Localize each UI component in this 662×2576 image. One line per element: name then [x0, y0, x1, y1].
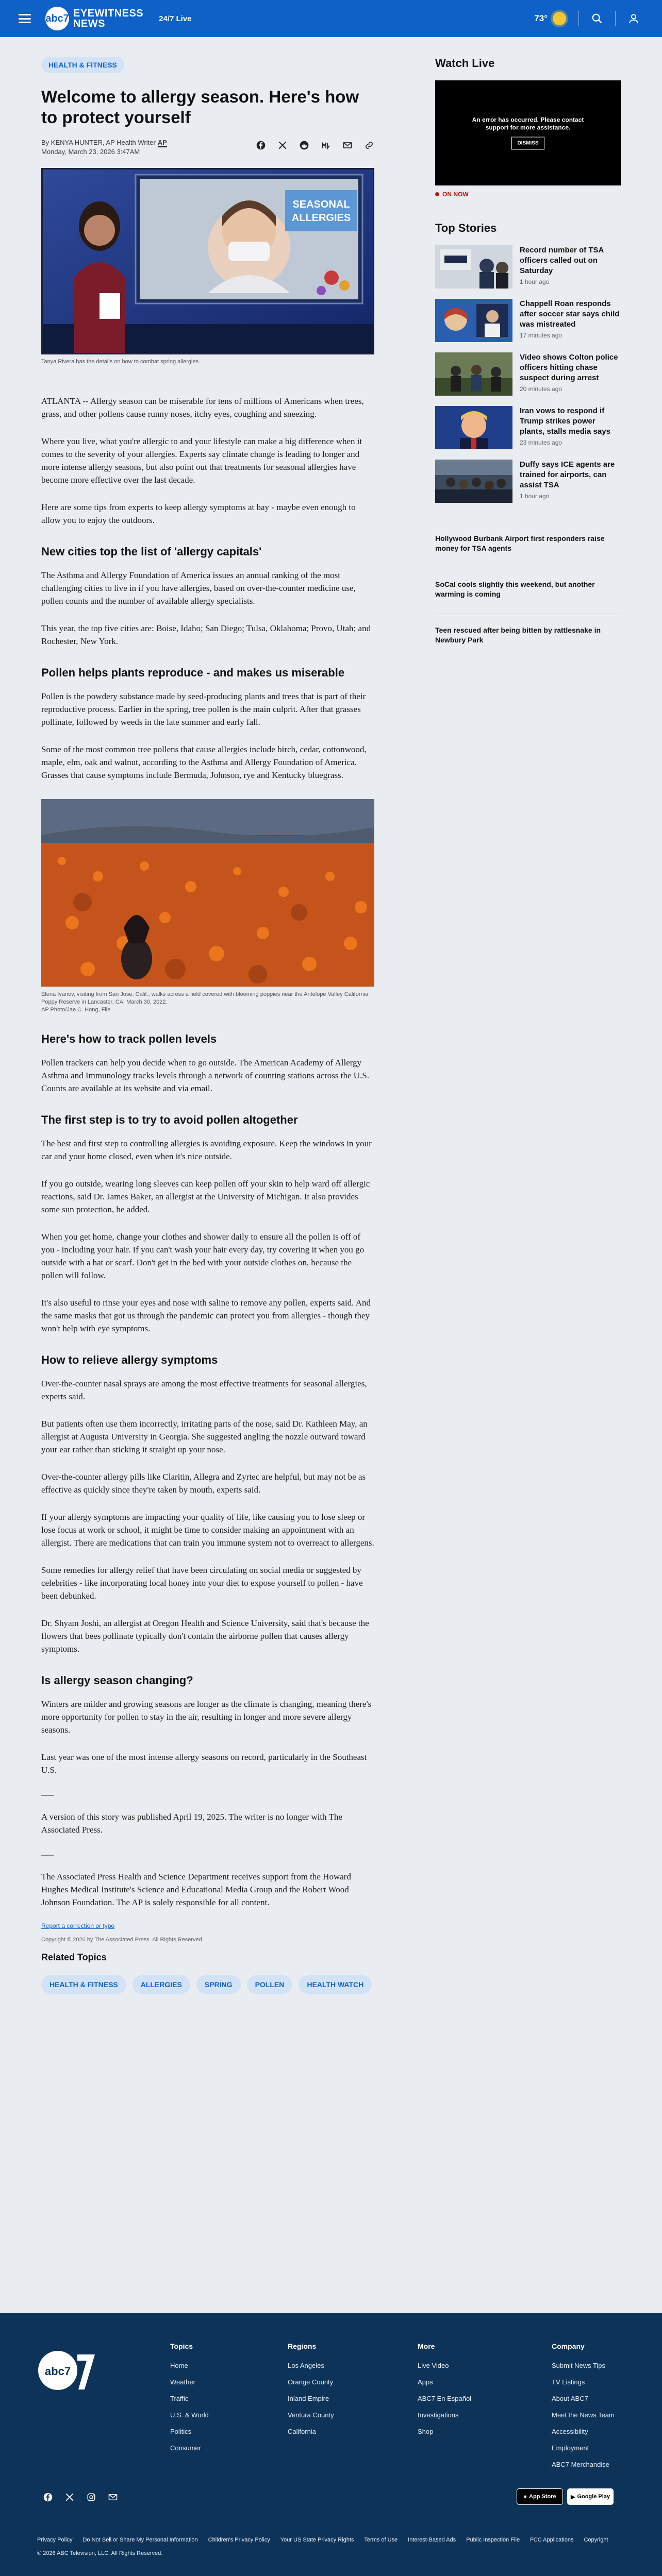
footer-link[interactable]: Meet the News Team: [552, 2411, 615, 2419]
footer-link[interactable]: Consumer: [170, 2444, 201, 2452]
video-error-text: An error has occurred. Please contact support for more assistance.: [472, 116, 584, 131]
live-247-link[interactable]: 24/7 Live: [159, 14, 192, 23]
email-icon[interactable]: [342, 140, 353, 150]
top-story-item[interactable]: [435, 406, 621, 449]
site-header: [0, 0, 662, 37]
divider: [41, 1795, 54, 1796]
story-time: 20 minutes ago: [520, 385, 562, 393]
header-divider: [615, 11, 616, 26]
footer-link[interactable]: Apps: [418, 2378, 433, 2386]
category-tag[interactable]: HEALTH & FITNESS: [41, 57, 124, 73]
header-divider: [578, 11, 579, 26]
paragraph: A version of this story was published April 19, 2025. The writer is no longer with The Associated Press.: [41, 1812, 342, 1835]
play-icon: ▶: [570, 2494, 575, 2500]
legal-link[interactable]: Children's Privacy Policy: [208, 2537, 270, 2543]
temperature: 73°: [534, 13, 548, 23]
related-topics: [41, 1975, 374, 1994]
legal-links: [37, 2537, 608, 2543]
paragraph: Last year was one of the most intense allergy seasons on record, particularly in the Southeast U.S.: [41, 1752, 367, 1775]
facebook-icon[interactable]: [256, 140, 266, 150]
story-thumbnail: [435, 460, 512, 503]
section-heading: Is allergy season changing?: [41, 1674, 193, 1687]
threads-icon[interactable]: [321, 140, 331, 150]
user-icon[interactable]: [628, 13, 639, 24]
paragraph: Winters are milder and growing seasons are longer as the climate is changing, meaning there's more opportunity for pollen to stay in the air, resulting in longer and more severe allergy seasons.: [41, 1699, 372, 1735]
section-heading: How to relieve allergy symptoms: [41, 1353, 218, 1366]
footer-link[interactable]: Live Video: [418, 2362, 449, 2369]
logo-line-2: NEWS: [73, 18, 105, 29]
text-story-item[interactable]: Teen rescued after being bitten by rattlesnake in Newbury Park: [435, 614, 621, 645]
google-play-button[interactable]: [567, 2488, 614, 2505]
legal-link[interactable]: Copyright: [584, 2537, 608, 2543]
related-tag[interactable]: SPRING: [196, 1975, 241, 1994]
paragraph: ATLANTA -- Allergy season can be miserable for tens of millions of Americans when trees, grass, and other pollens cause runny noses, itchy eyes, coughing and sneezing.: [41, 396, 364, 419]
top-story-item[interactable]: [435, 352, 621, 396]
logo-wordmark: [73, 8, 143, 29]
legal-link[interactable]: Do Not Sell or Share My Personal Information: [82, 2537, 198, 2543]
footer-regions: [288, 2342, 334, 2440]
article-copyright: Copyright © 2026 by The Associated Press. All Rights Reserved.: [41, 1937, 204, 1943]
search-icon[interactable]: [591, 13, 603, 24]
app-store-label: App Store: [529, 2494, 556, 2500]
poppy-photo-credit: AP Photo/Jae C. Hong, File: [41, 1007, 111, 1013]
paragraph: Here are some tips from experts to keep allergy symptoms at bay - maybe even enough to allow you to enjoy the outdoors.: [41, 502, 356, 525]
logo-line-1: EYEWITNESS: [73, 8, 144, 19]
hero-illustration: [43, 170, 373, 353]
footer-heading: Regions: [288, 2342, 317, 2350]
legal-link[interactable]: Interest-Based Ads: [408, 2537, 456, 2543]
footer-copyright: © 2026 ABC Television, LLC. All Rights Reserved.: [37, 2550, 163, 2556]
footer-link[interactable]: Submit News Tips: [552, 2362, 606, 2369]
story-time: 1 hour ago: [520, 493, 550, 500]
story-title: Record number of TSA officers called out on Saturday: [520, 246, 604, 275]
dismiss-button[interactable]: DISMISS: [511, 137, 544, 150]
report-correction-link[interactable]: Report a correction or typo: [41, 1922, 115, 1929]
byline: [41, 138, 167, 157]
related-tag[interactable]: ALLERGIES: [133, 1975, 190, 1994]
footer-link[interactable]: Weather: [170, 2378, 195, 2386]
story-thumbnail: [435, 352, 512, 396]
paragraph: The best and first step to controlling allergies is avoiding exposure. Keep the windows in your car and your home closed, even when it's nice outside.: [41, 1139, 372, 1161]
poppy-field-image[interactable]: [41, 799, 374, 987]
story-text: [520, 406, 621, 449]
footer-link[interactable]: Politics: [170, 2428, 192, 2435]
footer-company: [552, 2342, 615, 2473]
legal-link[interactable]: Terms of Use: [364, 2537, 398, 2543]
footer-link[interactable]: TV Listings: [552, 2378, 585, 2386]
instagram-icon[interactable]: [87, 2493, 96, 2502]
hero-image[interactable]: [41, 168, 374, 354]
abc7-footer-logo[interactable]: [37, 2348, 96, 2393]
byline-row: [41, 138, 374, 157]
related-tag[interactable]: POLLEN: [247, 1975, 293, 1994]
story-text: [520, 245, 621, 289]
story-text: [520, 352, 621, 396]
footer-heading: Company: [552, 2342, 585, 2350]
app-store-button[interactable]: [517, 2488, 563, 2505]
live-video-player[interactable]: [435, 80, 621, 185]
footer-link[interactable]: Accessibility: [552, 2428, 588, 2435]
watch-live-heading: Watch Live: [435, 57, 495, 70]
reddit-icon[interactable]: [299, 140, 309, 150]
legal-link[interactable]: FCC Applications: [530, 2537, 574, 2543]
story-title: Duffy says ICE agents are trained for airports, can assist TSA: [520, 460, 615, 489]
paragraph: When you get home, change your clothes and shower daily to ensure all the pollen is off of you - including your hair. If you can't wash your hair every day, try covering it when you go outside with a hat or scarf. Don't get in the bed with your outside clothes on, because the pollen will follow.: [41, 1232, 365, 1280]
paragraph: Over-the-counter allergy pills like Claritin, Allegra and Zyrtec are helpful, but may not be as effective as quickly since they're taken by mouth, experts said.: [41, 1472, 366, 1495]
paragraph: Some of the most common tree pollens that cause allergies include birch, cedar, cottonwood, maple, elm, oak and walnut, according to the Asthma and Allergy Foundation of America. Grasses that cause symptoms include Bermuda, Johnson, rye and Kentucky bluegrass.: [41, 744, 367, 780]
paragraph: But patients often use them incorrectly, irritating parts of the nose, said Dr. Kathleen May, an allergist at Augusta University in Georgia. She suggested angling the nozzle outward toward your ear rather than sticking it straight up your nose.: [41, 1419, 368, 1454]
share-bar: [256, 140, 374, 150]
story-title: Chappell Roan responds after soccer star says child was mistreated: [520, 299, 620, 329]
paragraph: This year, the top five cities are: Boise, Idaho; San Diego; Tulsa, Oklahoma; Provo, Utah; and Rochester, New York.: [41, 623, 371, 646]
ap-mark: AP: [157, 139, 167, 146]
top-story-item[interactable]: [435, 245, 621, 289]
publish-date: Monday, March 23, 2026 3:47AM: [41, 148, 140, 156]
section-heading: Pollen helps plants reproduce - and makes us miserable: [41, 666, 345, 679]
story-time: 17 minutes ago: [520, 332, 562, 339]
top-stories-heading: Top Stories: [435, 222, 497, 234]
site-logo[interactable]: [45, 7, 143, 30]
footer-link[interactable]: Ventura County: [288, 2411, 334, 2419]
sidebar: [435, 57, 621, 645]
hero-overlay-line-2: ALLERGIES: [291, 212, 351, 224]
hero-caption: Tanya Rivera has the details on how to combat spring allergies.: [41, 359, 201, 365]
story-title: Video shows Colton police officers hitting chase suspect during arrest: [520, 353, 618, 382]
footer-link[interactable]: Traffic: [170, 2395, 189, 2402]
footer-link[interactable]: Inland Empire: [288, 2395, 329, 2402]
article-headline: Welcome to allergy season. Here's how to protect yourself: [41, 87, 359, 127]
footer-link[interactable]: U.S. & World: [170, 2411, 209, 2419]
social-links: [43, 2493, 118, 2502]
paragraph: Where you live, what you're allergic to and your lifestyle can make a big difference when it comes to the severity of your allergies. Experts say climate change is leading to longer and more intense allergy seasons, but also point out that treatments for seasonal allergies have become more effective over the last decade.: [41, 436, 362, 485]
site-footer: [0, 2313, 662, 2576]
x-icon[interactable]: [277, 140, 288, 150]
legal-link[interactable]: Privacy Policy: [37, 2537, 73, 2543]
poppy-caption: [41, 991, 374, 1014]
paragraph: It's also useful to rinse your eyes and nose with saline to remove any pollen, experts said. And the same masks that got us through the pandemic can protect you from allergies - though they won't help with eye symptoms.: [41, 1298, 371, 1333]
story-text: [520, 460, 621, 503]
text-story-item[interactable]: Hollywood Burbank Airport first responders raise money for TSA agents: [435, 534, 605, 552]
paragraph: If your allergy symptoms are impacting your quality of life, like causing you to lose sleep or lose focus at work or school, it might be time to consider making an appointment with an allergist. There are medications that can train you immune system not to overreact to allergens.: [41, 1512, 374, 1548]
footer-topics: [170, 2342, 209, 2456]
x-icon[interactable]: [65, 2493, 74, 2502]
header-right: [534, 11, 639, 26]
poppy-illustration: [41, 799, 374, 987]
related-topics-heading: Related Topics: [41, 1952, 107, 1962]
footer-more: [418, 2342, 471, 2440]
google-play-label: Google Play: [577, 2494, 610, 2500]
top-story-item[interactable]: [435, 299, 621, 342]
weather-widget[interactable]: [534, 12, 566, 25]
facebook-icon[interactable]: [43, 2493, 53, 2502]
article: [41, 57, 374, 1994]
paragraph: The Asthma and Allergy Foundation of America issues an annual ranking of the most challenging cities to live in if you have allergies, based on over-the-counter medicine use, pollen counts and the number of available allergy specialists.: [41, 570, 356, 606]
related-tag[interactable]: HEALTH & FITNESS: [41, 1975, 126, 1994]
abc7-logo-mark: abc7: [45, 7, 69, 30]
section-heading: The first step is to try to avoid pollen altogether: [41, 1113, 298, 1126]
app-store-badges: [517, 2488, 614, 2505]
footer-logo-text: abc7: [44, 2365, 71, 2378]
on-now-badge: [435, 191, 621, 198]
poppy-caption-text: Elena Ivanov, visiting from San Jose, Calif., walks across a field covered with blooming poppies near the Antelope Valley California Poppy Reserve in Lancaster, CA, March 30, 2022.: [41, 991, 369, 1005]
divider: [41, 1855, 54, 1856]
article-body: [41, 395, 374, 1909]
section-heading: Here's how to track pollen levels: [41, 1032, 217, 1045]
text-story-item[interactable]: SoCal cools slightly this weekend, but another warming is coming: [435, 568, 621, 599]
paragraph: Pollen trackers can help you decide when to go outside. The American Academy of Allergy Asthma and Immunology tracks levels through a network of counting stations across the U.S. Counts are available at its website and via email.: [41, 1058, 369, 1093]
hero-overlay-line-1: SEASONAL: [292, 199, 350, 210]
on-now-label: ON NOW: [442, 191, 469, 198]
video-error-message: [471, 116, 585, 150]
related-tag[interactable]: HEALTH WATCH: [299, 1975, 372, 1994]
apple-icon: ●: [523, 2494, 527, 2500]
legal-link[interactable]: Public Inspection File: [466, 2537, 520, 2543]
story-title: Iran vows to respond if Trump strikes power plants, stalls media says: [520, 406, 610, 436]
footer-link[interactable]: California: [288, 2428, 316, 2435]
story-thumbnail: [435, 299, 512, 342]
byline-author: By KENYA HUNTER, AP Health Writer: [41, 139, 156, 146]
footer-link[interactable]: Los Angeles: [288, 2362, 324, 2369]
footer-heading: Topics: [170, 2342, 193, 2350]
paragraph: The Associated Press Health and Science Department receives support from the Howard Hughes Medical Institute's Science and Educational Media Group and the Robert Wood Johnson Foundation. The AP is solely responsible for all content.: [41, 1872, 351, 1907]
footer-link[interactable]: ABC7 Merchandise: [552, 2461, 609, 2468]
menu-icon[interactable]: [19, 14, 31, 23]
story-time: 1 hour ago: [520, 278, 550, 285]
footer-link[interactable]: ABC7 En Español: [418, 2395, 472, 2402]
email-icon[interactable]: [108, 2493, 118, 2502]
top-story-item[interactable]: [435, 460, 621, 503]
sun-icon: [553, 12, 566, 25]
footer-link[interactable]: Shop: [418, 2428, 434, 2435]
link-icon[interactable]: [364, 140, 374, 150]
footer-link[interactable]: Home: [170, 2362, 188, 2369]
footer-link[interactable]: About ABC7: [552, 2395, 588, 2402]
paragraph: If you go outside, wearing long sleeves can keep pollen off your skin to help ward off allergic reactions, said Dr. James Baker, an allergist at the University of Michigan. It also provides some sun protection, he added.: [41, 1179, 370, 1214]
legal-link[interactable]: Your US State Privacy Rights: [280, 2537, 354, 2543]
live-dot-icon: [435, 192, 439, 196]
story-thumbnail: [435, 245, 512, 289]
paragraph: Some remedies for allergy relief that have been circulating on social media or suggested by celebrities - like incorporating local honey into your diet to expose yourself to pollen - have been debunked.: [41, 1565, 363, 1601]
story-text: [520, 299, 621, 342]
story-thumbnail: [435, 406, 512, 449]
section-heading: New cities top the list of 'allergy capitals': [41, 545, 262, 558]
footer-link[interactable]: Employment: [552, 2444, 589, 2452]
paragraph: Pollen is the powdery substance made by seed-producing plants and trees that is part of their reproductive process. Earlier in the spring, tree pollen is the main culprit. After that grasses pollinate, followed by weeds in the late summer and early fall.: [41, 691, 366, 727]
footer-link[interactable]: Investigations: [418, 2411, 459, 2419]
story-time: 23 minutes ago: [520, 439, 562, 446]
footer-heading: More: [418, 2342, 435, 2350]
paragraph: Over-the-counter nasal sprays are among the most effective treatments for seasonal allergies, experts said.: [41, 1379, 367, 1401]
footer-link[interactable]: Orange County: [288, 2378, 334, 2386]
paragraph: Dr. Shyam Joshi, an allergist at Oregon Health and Science University, said that's because the flowers that bees pollinate typically don't contain the airborne pollen that causes allergy symptoms.: [41, 1618, 369, 1654]
